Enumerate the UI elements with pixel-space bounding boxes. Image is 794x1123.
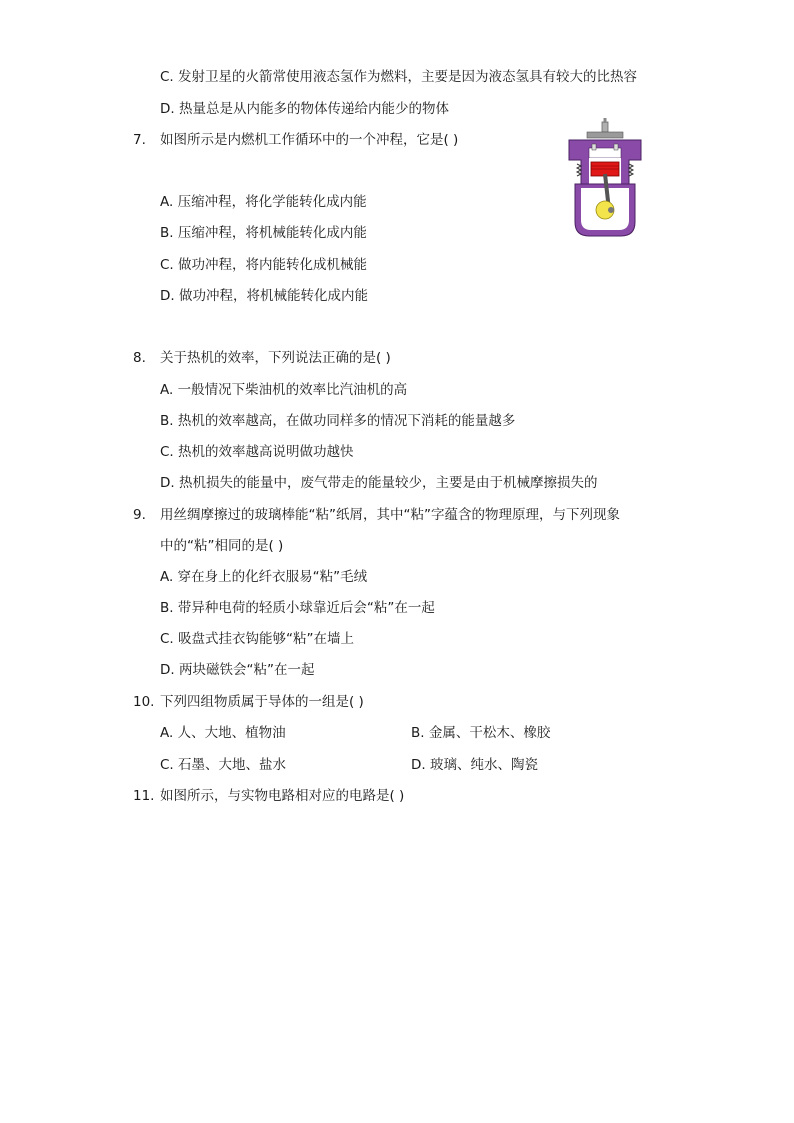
q10-stem: 下列四组物质属于导体的一组是( ) — [160, 694, 364, 710]
q9-option-b: B. 带异种电荷的轻质小球靠近后会“粘”在一起 — [160, 600, 435, 616]
q8-number: 8. — [133, 350, 146, 366]
q10-option-b: B. 金属、干松木、橡胶 — [411, 725, 551, 741]
q7-number: 7. — [133, 132, 146, 148]
engine-cylinder-icon — [565, 118, 645, 240]
q8-option-d: D. 热机损失的能量中，废气带走的能量较少，主要是由于机械摩擦损失的 — [160, 475, 598, 491]
q8-option-b: B. 热机的效率越高，在做功同样多的情况下消耗的能量越多 — [160, 413, 516, 429]
q8-option-c: C. 热机的效率越高说明做功越快 — [160, 444, 354, 460]
q6-option-c: C. 发射卫星的火箭常使用液态氢作为燃料，主要是因为液态氢具有较大的比热容 — [160, 69, 638, 85]
q7-stem: 如图所示是内燃机工作循环中的一个冲程，它是( ) — [160, 132, 459, 148]
q11-stem: 如图所示，与实物电路相对应的电路是( ) — [160, 788, 405, 804]
q10-option-c: C. 石墨、大地、盐水 — [160, 757, 287, 773]
q9-number: 9. — [133, 507, 146, 523]
q9-option-a: A. 穿在身上的化纤衣服易“粘”毛绒 — [160, 569, 368, 585]
q7-option-d: D. 做功冲程，将机械能转化成内能 — [160, 288, 368, 304]
q8-stem: 关于热机的效率，下列说法正确的是( ) — [160, 350, 391, 366]
q8-option-a: A. 一般情况下柴油机的效率比汽油机的高 — [160, 382, 408, 398]
q7-option-c: C. 做功冲程，将内能转化成机械能 — [160, 257, 368, 273]
q9-stem-line1: 用丝绸摩擦过的玻璃棒能“粘”纸屑，其中“粘”字蕴含的物理原理，与下列现象 — [160, 507, 620, 523]
q10-option-d: D. 玻璃、纯水、陶瓷 — [411, 757, 538, 773]
q10-number: 10. — [133, 694, 155, 710]
q6-option-d: D. 热量总是从内能多的物体传递给内能少的物体 — [160, 101, 449, 117]
q11-number: 11. — [133, 788, 155, 804]
q9-stem-line2: 中的“粘”相同的是( ) — [160, 538, 284, 554]
q7-option-a: A. 压缩冲程，将化学能转化成内能 — [160, 194, 367, 210]
q7-option-b: B. 压缩冲程，将机械能转化成内能 — [160, 225, 367, 241]
q9-option-d: D. 两块磁铁会“粘”在一起 — [160, 662, 315, 678]
q9-option-c: C. 吸盘式挂衣钩能够“粘”在墙上 — [160, 631, 354, 647]
q10-option-a: A. 人、大地、植物油 — [160, 725, 286, 741]
